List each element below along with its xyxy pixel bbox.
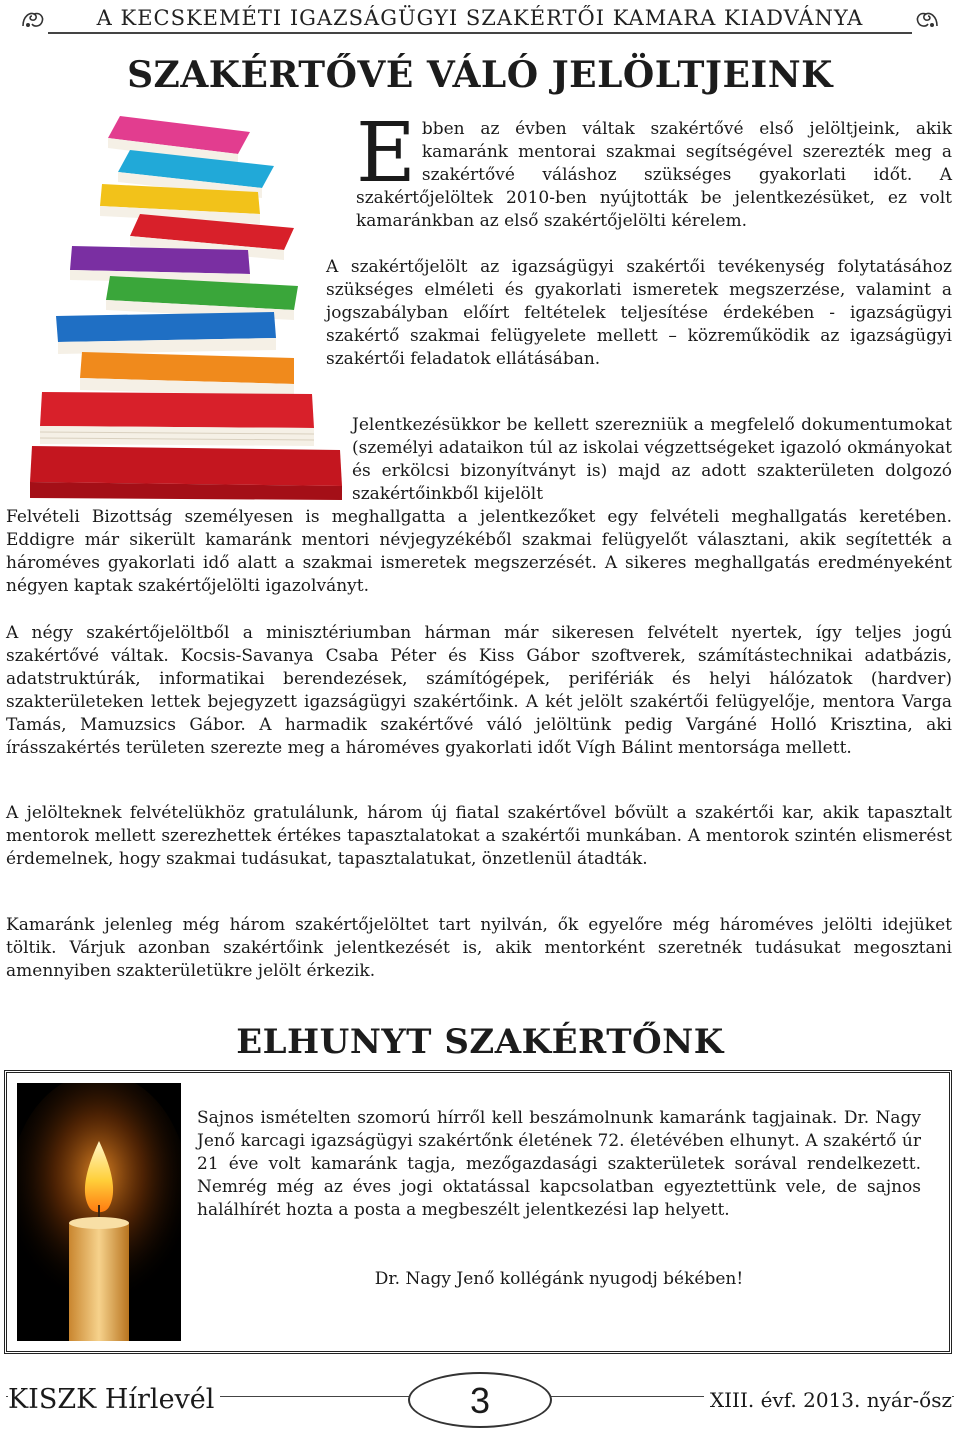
article-paragraph: A jelölteknek felvételükhöz gratulálunk, három új fiatal szakértővel bővült a szakértői kar, akik tapasztalt mentorok mellett szerezhettek értékes tapasztalatokat a szakértői munkában. A mentorok szintén elismerést érdemelnek, hogy szakmai tudásukat, tapasztalatukat, önzetlenül átadták. xyxy=(6,803,952,869)
page-footer xyxy=(0,1370,960,1434)
book xyxy=(70,246,250,284)
article-paragraph: Jelentkezésükkor be kellett szerezniük a megfelelő dokumentumokat (személyi adataikon túl az iskolai végzettségeket igazoló okmányokat és erkölcsi bizonyítványt is) majd az adott szakterületen dolgozó szakértőinkből kijelölt xyxy=(352,415,952,504)
ornament-icon xyxy=(20,8,46,32)
page-number: 3 xyxy=(469,1380,491,1421)
obituary-farewell: Dr. Nagy Jenő kollégánk nyugodj békében! xyxy=(374,1269,744,1289)
article-paragraph: A négy szakértőjelöltből a minisztériumban hárman már sikeresen felvételt nyertek, így teljes jogú szakértővé váltak. Kocsis-Savanya Csaba Péter és Kiss Gábor szoftverek, számítástechnikai adatbázis, adatstruktúrák, informatikai berendezések, számítógépek, perifériák és helyi hálózatok (hardver) szakterületeken lettek bejegyzett igazságügyi szakértőink. A két jelölt szakértői felügyelője, mentora Varga Tamás, Mamuzsics Gábor. A harmadik szakértővé váló jelöltünk pedig Vargáné Holló Krisztina, aki írásszakértés területen szerezte meg a hároméves gyakorlati időt Vígh Bálint mentorsága mellett. xyxy=(6,623,952,758)
book-stack-illustration xyxy=(12,110,352,502)
page-header xyxy=(8,4,952,36)
publication-name: KISZK Hírlevél xyxy=(8,1384,220,1415)
obituary-box xyxy=(4,1070,952,1354)
book xyxy=(40,392,314,446)
candle-image xyxy=(17,1083,181,1341)
book xyxy=(80,352,294,396)
article-title: SZAKÉRTŐVÉ VÁLÓ JELÖLTJEINK xyxy=(127,54,833,96)
obituary-text: Sajnos ismételten szomorú hírről kell beszámolnunk kamaránk tagjainak. Dr. Nagy Jenő karcagi igazságügyi szakértőnk életének 72. életévében elhunyt. A szakértő úr 21 éve volt kamaránk tagja, mezőgazdasági szakterületek sorával rendelkezett. Nemrég még az éves jogi oktatással kapcsolatban egyeztettünk vele, de sajnos halálhírét hozta a posta a megbeszélt jelentkezési lap helyett. xyxy=(197,1108,921,1220)
drop-cap: E xyxy=(356,106,416,201)
book xyxy=(56,312,276,354)
article-paragraph: A szakértőjelölt az igazságügyi szakértői tevékenység folytatásához szükséges elméleti és gyakorlati ismeretek megszerzése, valamint a jogszabályban előírt feltételek teljesítése érdekében - igazságügyi szakértő szakmai felügyelete mellett – közreműködik az igazságügyi szakértői feladatok ellátásában. xyxy=(326,257,952,369)
header-divider xyxy=(48,32,912,34)
ornament-icon xyxy=(914,8,940,32)
book xyxy=(30,446,342,500)
article-paragraph: Felvételi Bizottság személyesen is meghallgatta a jelentkezőket egy felvételi meghallgatás keretében. Eddigre már sikerült kamaránk mentori névjegyzékéből szakmai felügyelőt választani, akik segítették a hároméves gyakorlati idő alatt a szakmai ismeretek megszerzését. A sikeres meghallgatás eredményeként négyen kaptak szakértőjelölti igazolványt. xyxy=(6,507,952,596)
article-paragraph: Ebben az évben váltak szakértővé első jelöltjeink, akik kamaránk mentorai szakmai segítségével szerezték meg a szakértővé váláshoz szükséges gyakorlati időt. A szakértőjelöltek 2010-ben nyújtották be jelentkezésüket, ez volt kamaránkban az első szakértőjelölti kérelem. xyxy=(356,106,952,231)
obituary-title: ELHUNYT SZAKÉRTŐNK xyxy=(236,1022,724,1062)
issue-info: XIII. évf. 2013. nyár-ősz xyxy=(704,1388,952,1412)
article-paragraph: Kamaránk jelenleg még három szakértőjelöltet tart nyilván, ők egyelőre még hároméves jelölti idejüket töltik. Várjuk azonban szakértőink jelentkezését is, akik mentorként szeretnék tudásukat megosztani amennyiben szakterületükre jelölt érkezik. xyxy=(6,915,952,981)
publication-header-title: A KECSKEMÉTI IGAZSÁGÜGYI SZAKÉRTŐI KAMARA KIADVÁNYA xyxy=(96,6,864,30)
